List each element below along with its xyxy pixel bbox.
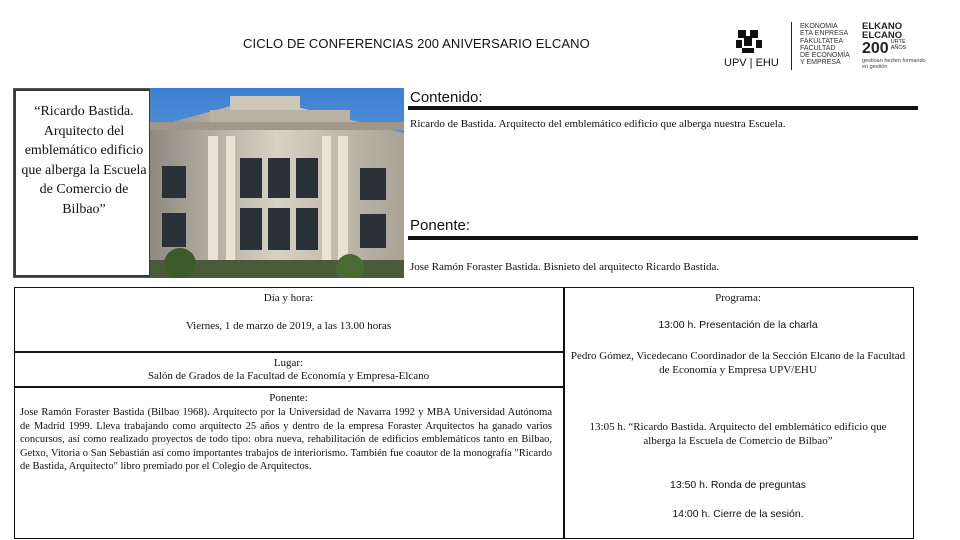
contenido-rule: [408, 106, 918, 110]
contenido-text: Ricardo de Bastida. Arquitecto del emblemático edificio que alberga nuestra Escuela.: [410, 118, 786, 130]
lugar-value: Salón de Grados de la Facultad de Economía y Empresa-Elcano: [147, 370, 430, 382]
page-title: CICLO DE CONFERENCIAS 200 ANIVERSARIO ELCANO: [243, 36, 590, 51]
upv-ehu-text: UPV | EHU: [724, 57, 779, 69]
elcano-logo-sub: ELCANO: [862, 30, 903, 41]
elcano-logo-urte: URTE AÑOS: [890, 39, 907, 51]
logo-separator: [791, 22, 792, 70]
upv-ehu-logo: [722, 22, 784, 70]
elcano-logo-top: ELKANO: [862, 21, 903, 32]
lugar-label: Lugar:: [273, 357, 304, 369]
faculty-line: FAKULTATEA: [800, 37, 844, 45]
ponente-label: Ponente:: [269, 392, 308, 404]
faculty-line: Y EMPRESA: [800, 59, 841, 67]
ponente-rule: [408, 236, 918, 240]
table-row-divider: [14, 351, 564, 353]
faculty-logo-text: [800, 23, 850, 67]
faculty-line: EKONOMIA: [800, 23, 838, 30]
talk-title-quote: “Ricardo Bastida. Arquitecto del emblemático edificio que alberga la Escuela de Comercio de Bilbao”: [21, 104, 147, 217]
ponente-bio: Jose Ramón Foraster Bastida (Bilbao 1968). Arquitecto por la Universidad de Navarra 1992 y MBA Universidad Autónoma de Madrid 1999. Lleva trabajando como arquitecto 25 años y dentro de la empresa Foraster Arquitectos ha ganado varios concursos, así como realizado proyectos de todo tipo: obra nueva, rehabilitación de edificios emblemáticos tanto en Bilbao, Getxo, Vitoria o San Sebastián así como importantes trabajos de interiorismo. También fue coautor de la monografía "Ricardo de Bastida, Arquitecto" libro premiado por el Colegio de Arquitectos.: [20, 407, 552, 473]
elcano-200-logo: [862, 22, 928, 70]
programa-item: 14:00 h. Cierre de la sesión.: [672, 508, 804, 520]
building-photo: [150, 88, 404, 278]
table-row-divider: [14, 386, 564, 388]
dia-hora-value: Viernes, 1 de marzo de 2019, a las 13.00 horas: [185, 320, 392, 332]
programa-item: Pedro Gómez, Vicedecano Coordinador de la Sección Elcano de la Facultad de Economía y Empresa UPV/EHU: [570, 350, 906, 376]
ponente-text: Jose Ramón Foraster Bastida. Bisnieto del arquitecto Ricardo Bastida.: [410, 261, 720, 273]
contenido-heading: Contenido:: [410, 89, 483, 106]
elcano-logo-number: 200: [862, 40, 889, 57]
dia-hora-label: Día y hora:: [263, 292, 314, 304]
faculty-line: DE ECONOMÍA: [800, 52, 850, 60]
programa-label: Programa:: [715, 292, 761, 304]
ponente-heading: Ponente:: [410, 217, 471, 234]
table-column-divider: [563, 287, 565, 539]
faculty-line: ETA ENPRESA: [800, 30, 849, 38]
programa-item: 13:00 h. Presentación de la charla: [658, 319, 818, 331]
programa-item: 13:05 h. “Ricardo Bastida. Arquitecto del emblemático edificio que alberga la Escuela de Comercio de Bilbao”: [589, 421, 887, 447]
elcano-logo-tagline: gestioan hezten formando en gestión: [862, 58, 926, 70]
faculty-line: FACULTAD: [800, 44, 836, 52]
programa-item: 13:50 h. Ronda de preguntas: [669, 479, 807, 491]
